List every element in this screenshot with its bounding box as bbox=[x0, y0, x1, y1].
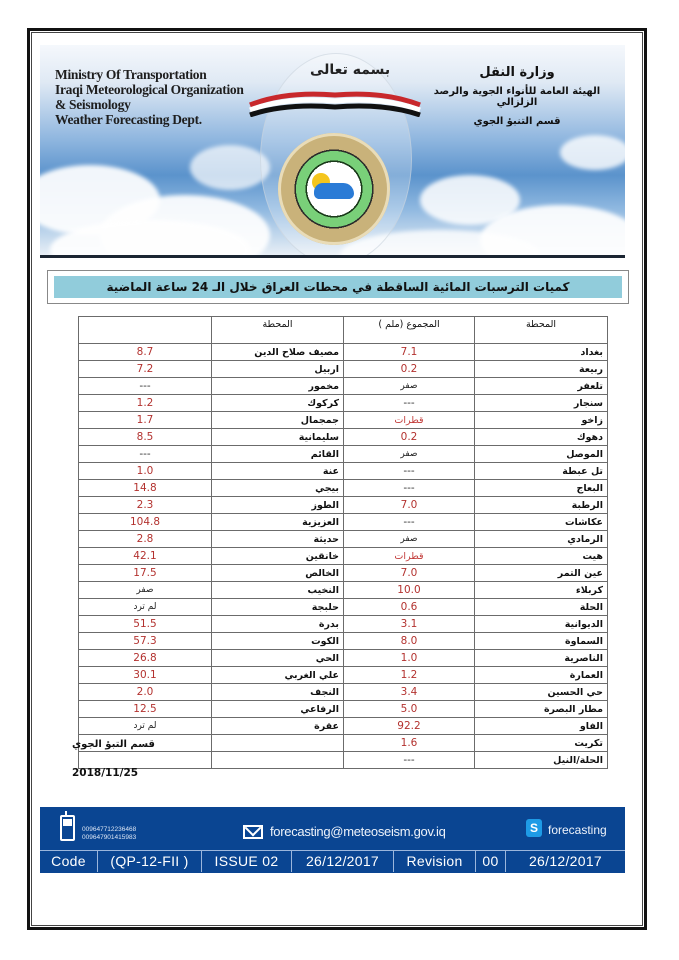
table-row bbox=[79, 446, 608, 463]
rainfall-value: --- bbox=[344, 752, 475, 769]
table-row bbox=[79, 344, 608, 361]
rainfall-value: 30.1 bbox=[79, 667, 212, 684]
rainfall-value: 7.0 bbox=[344, 497, 475, 514]
station-name: الحي bbox=[212, 650, 344, 667]
english-line-organization: Iraqi Meteorological Organization bbox=[55, 82, 244, 97]
iraqi-flag-ribbon-icon bbox=[245, 87, 425, 117]
table-row bbox=[79, 684, 608, 701]
table-row bbox=[79, 599, 608, 616]
header-station-2: المحطة bbox=[212, 317, 344, 344]
table-row bbox=[79, 480, 608, 497]
rainfall-value: لم ترد bbox=[79, 599, 212, 616]
revision-date: 26/12/2017 bbox=[528, 853, 603, 869]
report-date: 2018/11/25 bbox=[72, 767, 139, 779]
rainfall-value: قطرات bbox=[344, 548, 475, 565]
english-line-ministry: Ministry Of Transportation bbox=[55, 67, 207, 82]
station-name: حلبجة bbox=[212, 599, 344, 616]
table-row bbox=[79, 395, 608, 412]
station-name: الطوز bbox=[212, 497, 344, 514]
header-value-2 bbox=[79, 317, 212, 344]
rainfall-value: 104.8 bbox=[79, 514, 212, 531]
rainfall-value: صفر bbox=[344, 378, 475, 395]
rainfall-value: صفر bbox=[344, 531, 475, 548]
station-name: الموصل bbox=[475, 446, 608, 463]
station-name: تكريت bbox=[475, 735, 608, 752]
rainfall-value: 1.2 bbox=[79, 395, 212, 412]
rainfall-value: --- bbox=[344, 480, 475, 497]
report-title-box bbox=[47, 270, 629, 304]
phone-number: 009647712236468 bbox=[82, 826, 137, 833]
phone-number: 009647901415983 bbox=[82, 834, 137, 841]
table-row bbox=[79, 361, 608, 378]
table-row bbox=[79, 548, 608, 565]
table-row bbox=[79, 565, 608, 582]
arabic-line-organization: الهيئة العامة للأنواء الجوية والرصد الزلزالي bbox=[433, 86, 601, 108]
rainfall-value: 8.5 bbox=[79, 429, 212, 446]
rainfall-value: 51.5 bbox=[79, 616, 212, 633]
rainfall-value: 92.2 bbox=[344, 718, 475, 735]
header-station-1: المحطة bbox=[475, 317, 608, 344]
station-name: عقرة bbox=[212, 718, 344, 735]
contact-row bbox=[40, 807, 625, 849]
station-name: سنجار bbox=[475, 395, 608, 412]
rainfall-value: 0.6 bbox=[344, 599, 475, 616]
header-total-mm: المجموع (ملم ) bbox=[344, 317, 475, 344]
rainfall-value: 8.0 bbox=[344, 633, 475, 650]
station-name: اربيل bbox=[212, 361, 344, 378]
issue-date: 26/12/2017 bbox=[292, 851, 394, 872]
organization-emblem-icon bbox=[278, 133, 390, 245]
table-row bbox=[79, 701, 608, 718]
envelope-icon bbox=[243, 825, 263, 839]
station-name: الرفاعي bbox=[212, 701, 344, 718]
rainfall-value: 1.0 bbox=[79, 463, 212, 480]
english-heading bbox=[55, 67, 245, 127]
table-row bbox=[79, 412, 608, 429]
english-line-seismology: & Seismology bbox=[55, 97, 131, 112]
rainfall-value: 8.7 bbox=[79, 344, 212, 361]
footer-banner bbox=[40, 807, 625, 873]
skype-handle: forecasting bbox=[548, 823, 607, 837]
rainfall-value: --- bbox=[344, 395, 475, 412]
station-name: عنة bbox=[212, 463, 344, 480]
station-name: مصيف صلاح الدين bbox=[212, 344, 344, 361]
station-name: دهوك bbox=[475, 429, 608, 446]
rainfall-value: 17.5 bbox=[79, 565, 212, 582]
table-row bbox=[79, 752, 608, 769]
rainfall-value: --- bbox=[79, 378, 212, 395]
station-name: القائم bbox=[212, 446, 344, 463]
station-name: البعاج bbox=[475, 480, 608, 497]
table-row bbox=[79, 531, 608, 548]
table-row bbox=[79, 497, 608, 514]
station-name: الناصرية bbox=[475, 650, 608, 667]
table-row bbox=[79, 735, 608, 752]
station-name: الرطبة bbox=[475, 497, 608, 514]
rainfall-value: صفر bbox=[79, 582, 212, 599]
station-name: الرمادي bbox=[475, 531, 608, 548]
station-name: مطار البصرة bbox=[475, 701, 608, 718]
rainfall-value: لم ترد bbox=[79, 718, 212, 735]
station-name bbox=[212, 752, 344, 769]
skype-icon: S bbox=[526, 819, 542, 837]
station-name: السماوة bbox=[475, 633, 608, 650]
table-row bbox=[79, 582, 608, 599]
station-name: العمارة bbox=[475, 667, 608, 684]
table-row bbox=[79, 633, 608, 650]
rainfall-value: 10.0 bbox=[344, 582, 475, 599]
rainfall-value: 3.4 bbox=[344, 684, 475, 701]
station-name: بيجي bbox=[212, 480, 344, 497]
station-name: عين التمر bbox=[475, 565, 608, 582]
rainfall-value: 5.0 bbox=[344, 701, 475, 718]
bismillah-text: بسمه تعالى bbox=[310, 62, 391, 78]
rainfall-value: 1.0 bbox=[344, 650, 475, 667]
table-row bbox=[79, 429, 608, 446]
station-name: العزيزية bbox=[212, 514, 344, 531]
rainfall-value: 57.3 bbox=[79, 633, 212, 650]
table-header-row bbox=[79, 317, 608, 344]
rainfall-value: قطرات bbox=[344, 412, 475, 429]
rainfall-value: 2.8 bbox=[79, 531, 212, 548]
station-name: الخالص bbox=[212, 565, 344, 582]
station-name: الحلة/النيل bbox=[475, 752, 608, 769]
station-name: الديوانية bbox=[475, 616, 608, 633]
code-value: (QP-12-FII ) bbox=[98, 851, 202, 872]
rainfall-value: 0.2 bbox=[344, 361, 475, 378]
station-name: حي الحسين bbox=[475, 684, 608, 701]
rainfall-value: 1.7 bbox=[79, 412, 212, 429]
rainfall-value: 1.2 bbox=[344, 667, 475, 684]
rainfall-value bbox=[79, 752, 212, 769]
table-row bbox=[79, 378, 608, 395]
station-name: جمجمال bbox=[212, 412, 344, 429]
english-line-department: Weather Forecasting Dept. bbox=[55, 112, 202, 127]
rainfall-value: 7.1 bbox=[344, 344, 475, 361]
table-row bbox=[79, 718, 608, 735]
rainfall-value: 14.8 bbox=[79, 480, 212, 497]
mobile-phone-icon bbox=[60, 815, 75, 841]
revision-number: 00 bbox=[476, 851, 506, 872]
code-label: Code bbox=[40, 851, 98, 872]
rainfall-value: صفر bbox=[344, 446, 475, 463]
station-name: ربيعة bbox=[475, 361, 608, 378]
issue-label: ISSUE 02 bbox=[202, 851, 292, 872]
rainfall-value: 7.0 bbox=[344, 565, 475, 582]
rainfall-value: 12.5 bbox=[79, 701, 212, 718]
table-row bbox=[79, 463, 608, 480]
station-name: تلعفر bbox=[475, 378, 608, 395]
station-name: خانقين bbox=[212, 548, 344, 565]
report-title: كميات الترسبات المائية الساقطة في محطات العراق خلال الـ 24 ساعة الماضية bbox=[54, 276, 622, 298]
station-name: بغداد bbox=[475, 344, 608, 361]
arabic-line-department: قسم التنبؤ الجوي bbox=[473, 116, 561, 127]
revision-label: Revision bbox=[394, 851, 476, 872]
table-row bbox=[79, 667, 608, 684]
rainfall-value: --- bbox=[344, 463, 475, 480]
rainfall-value: --- bbox=[79, 446, 212, 463]
station-name bbox=[212, 735, 344, 752]
rainfall-value: 7.2 bbox=[79, 361, 212, 378]
rainfall-value: 42.1 bbox=[79, 548, 212, 565]
department-signature: قسم التبؤ الجوي bbox=[72, 739, 155, 750]
arabic-line-ministry: وزارة النقل bbox=[479, 65, 555, 80]
station-name: عكاشات bbox=[475, 514, 608, 531]
rainfall-value: 26.8 bbox=[79, 650, 212, 667]
station-name: النجف bbox=[212, 684, 344, 701]
station-name: بدرة bbox=[212, 616, 344, 633]
station-name: كربلاء bbox=[475, 582, 608, 599]
station-name: سليمانية bbox=[212, 429, 344, 446]
document-code-row bbox=[40, 850, 625, 872]
station-name: الحلة bbox=[475, 599, 608, 616]
table-row bbox=[79, 514, 608, 531]
station-name: حديثة bbox=[212, 531, 344, 548]
station-name: زاخو bbox=[475, 412, 608, 429]
station-name: كركوك bbox=[212, 395, 344, 412]
rainfall-table-body bbox=[79, 344, 608, 769]
station-name: مخمور bbox=[212, 378, 344, 395]
station-name: علي الغربي bbox=[212, 667, 344, 684]
header-banner bbox=[40, 45, 625, 258]
station-name: الفاو bbox=[475, 718, 608, 735]
table-row bbox=[79, 616, 608, 633]
rainfall-value: 0.2 bbox=[344, 429, 475, 446]
station-name: الكوت bbox=[212, 633, 344, 650]
rainfall-value: 3.1 bbox=[344, 616, 475, 633]
rainfall-value: --- bbox=[344, 514, 475, 531]
rainfall-value: 2.0 bbox=[79, 684, 212, 701]
rainfall-value: 2.3 bbox=[79, 497, 212, 514]
email-address[interactable]: forecasting@meteoseism.gov.iq bbox=[270, 824, 446, 839]
station-name: هيت bbox=[475, 548, 608, 565]
station-name: تل عبطة bbox=[475, 463, 608, 480]
rainfall-table bbox=[78, 316, 608, 769]
phone-numbers bbox=[82, 826, 136, 842]
arabic-heading bbox=[417, 65, 617, 127]
table-row bbox=[79, 650, 608, 667]
station-name: النخيب bbox=[212, 582, 344, 599]
rainfall-value: 1.6 bbox=[344, 735, 475, 752]
